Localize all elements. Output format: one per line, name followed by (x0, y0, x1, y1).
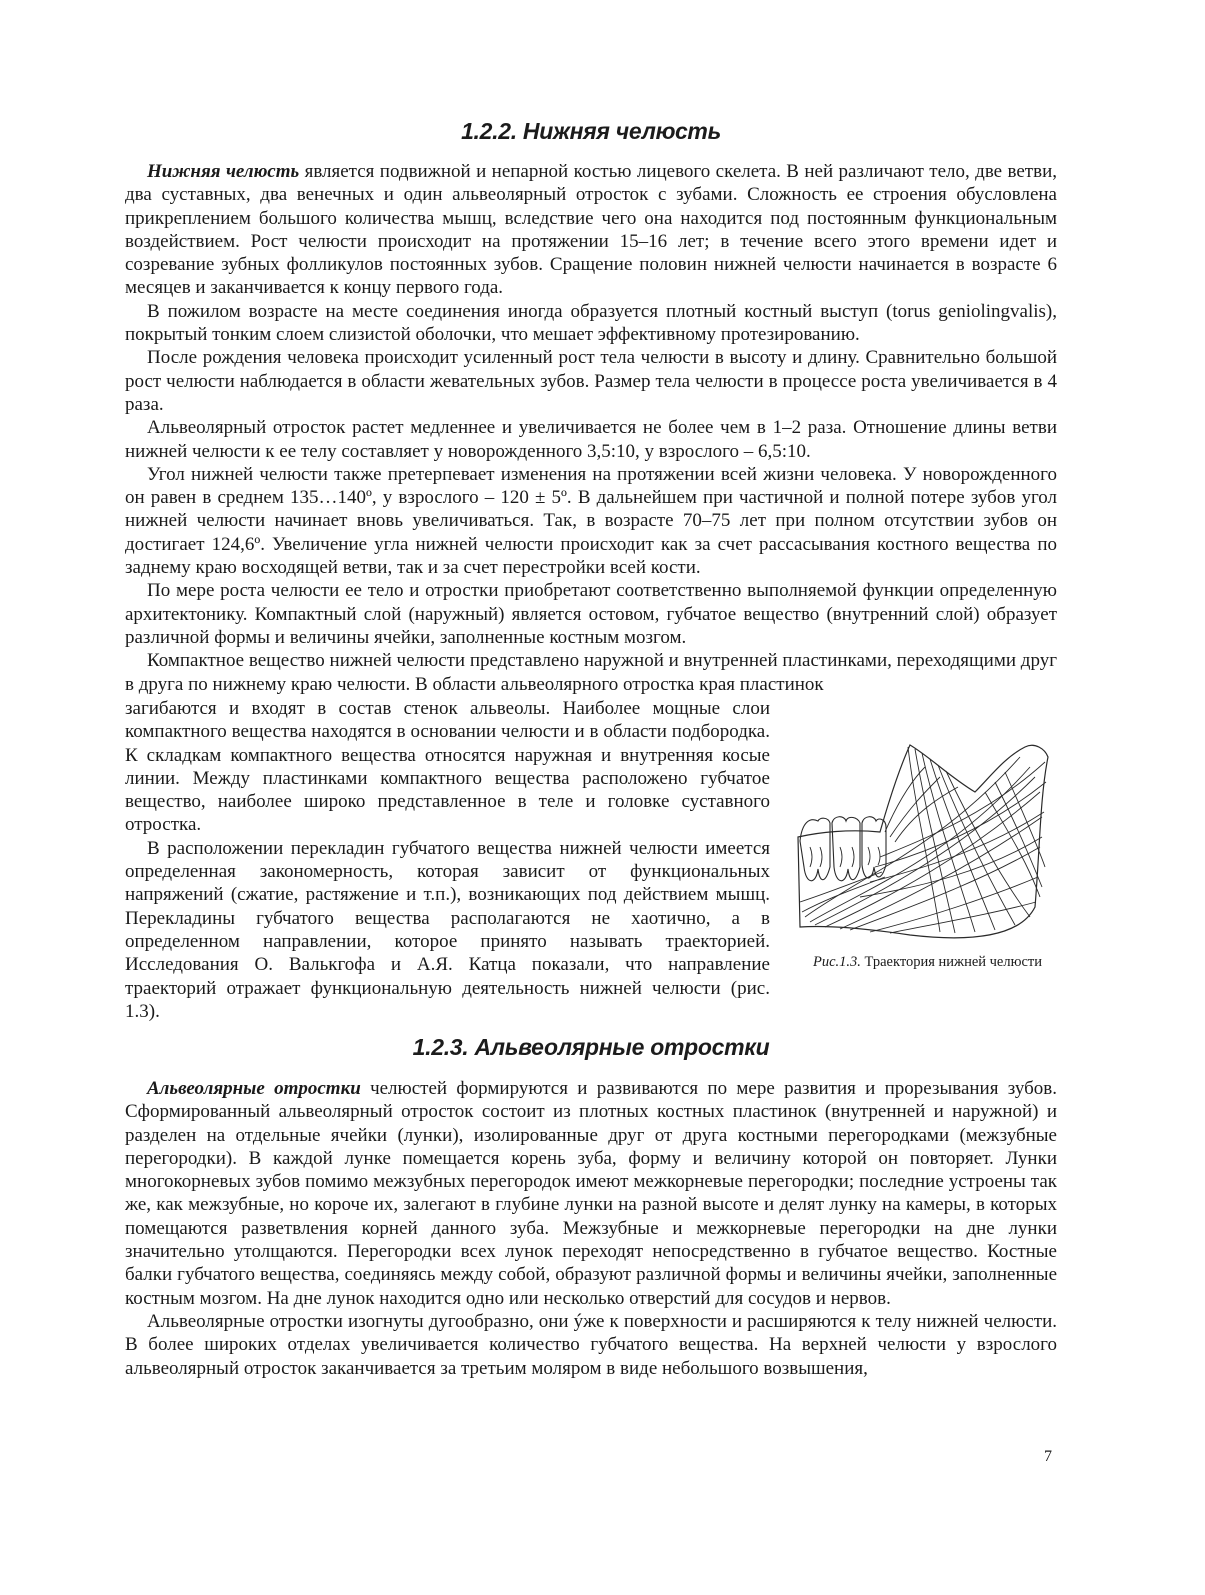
paragraph: Нижняя челюсть является подвижной и непарной костью лицевого скелета. В ней различают тело, две ветви, два суставных, два венечных и один альвеолярный отросток с зубами. Сложность ее строения обусловлена прикреплением большого количества мышц, вследствие чего она находится под постоянным функциональным воздействием. Рост челюсти происходит на протяжении 15–16 лет; в течение всего этого времени идет и созревание зубных фолликулов постоянных зубов. Сращение половин нижней челюсти начинается в возрасте 6 месяцев и заканчивается к концу первого года. (125, 161, 1057, 299)
section-body-alveolar (125, 1077, 1057, 1380)
paragraph: Компактное вещество нижней челюсти представлено наружной и внутренней пластинками, переходящими друг в друга по нижнему краю челюсти. В области альвеолярного отростка края пластинок (125, 650, 1057, 695)
paragraph: Альвеолярный отросток растет медленнее и увеличивается не более чем в 1–2 раза. Отношение длины ветви нижней челюсти к ее телу составляет у новорожденного 3,5:10, у взрослого – 6,5:10. (125, 417, 1057, 462)
lead-term: Нижняя челюсть (147, 161, 300, 182)
paragraph: В пожилом возрасте на месте соединения иногда образуется плотный костный выступ (torus geniolingvalis), покрытый тонким слоем слизистой оболочки, что мешает эффективному протезированию. (125, 300, 1057, 346)
paragraph: В расположении перекладин губчатого вещества нижней челюсти имеется определенная закономерность, которая зависит от функциональных напряжений (сжатие, растяжение и т.п.), возникающих под действием мышц. Перекладины губчатого вещества располагаются не хаотично, а в определенном направлении, которое принято называть траекторией. Исследования О. Валькгофа и А.Я. Катца показали, что направление траекторий отражает функциональную деятельность нижней челюсти (рис. 1.3). (125, 837, 770, 1022)
paragraph: После рождения человека происходит усиленный рост тела челюсти в высоту и длину. Сравнительно большой рост челюсти наблюдается в области жевательных зубов. Размер тела челюсти в процессе роста увеличивается в 4 раза. (125, 347, 1057, 415)
paragraph-continuation: загибаются и входят в состав стенок альвеолы. Наиболее мощные слои компактного вещества находятся в основании челюсти и в области подбородка. К складкам компактного вещества относятся наружная и внутренняя косые линии. Между пластинками компактного вещества расположено губчатое вещество, наиболее широко представленное в теле и головке суставного отростка. (125, 698, 770, 836)
section-title-mandible: 1.2.2. Нижняя челюсть (461, 118, 721, 144)
section-body-mandible-wrapped (125, 697, 770, 1023)
paragraph: Альвеолярные отростки челюстей формируются и развиваются по мере развития и прорезывания зубов. Сформированный альвеолярный отросток состоит из плотных костных пластинок (внутренней и наружной) и разделен на отдельные ячейки (лунки), изолированные друг от друга костными перегородками (межзубные перегородки). В каждой лунке помещается корень зуба, форму и величину которой он повторяет. Лунки многокорневых зубов помимо межзубных перегородок имеют межкорневые перегородки; последние устроены так же, как межзубные, но короче их, залегают в глубине лунки на разной высоте и делят лунку на камеры, в которых помещаются разветвления корней данного зуба. Межзубные и межкорневые перегородки на дне лунки значительно утолщаются. Перегородки всех лунок переходят непосредственно в губчатое вещество. Костные балки губчатого вещества, соединяясь между собой, образуют различной формы и величины ячейки, заполненные костным мозгом. На дне лунок находится одно или несколько отверстий для сосудов и нервов. (125, 1078, 1057, 1309)
section-title-alveolar: 1.2.3. Альвеолярные отростки (412, 1034, 770, 1060)
paragraph: По мере роста челюсти ее тело и отростки приобретают соответственно выполняемой функции определенную архитектонику. Компактный слой (наружный) является остовом, губчатое вещество (внутренний слой) образует различной формы и величины ячейки, заполненные костным мозгом. (125, 580, 1057, 648)
paragraph: Угол нижней челюсти также претерпевает изменения на протяжении всей жизни человека. У новорожденного он равен в среднем 135…140º, у взрослого – 120 ± 5º. В дальнейшем при частичной и полной потере зубов угол нижней челюсти начинает вновь увеличиваться. Так, в возрасте 70–75 лет при полном отсутствии зубов он достигает 124,6º. Увеличение угла нижней челюсти происходит как за счет рассасывания костного вещества по заднему краю восходящей ветви, так и за счет перестройки всей кости. (125, 463, 1057, 579)
paragraph: Альвеолярные отростки изогнуты дугообразно, они ýже к поверхности и расширяются к телу нижней челюсти. В более широких отделах увеличивается количество губчатого вещества. На верхней челюсти у взрослого альвеолярный отросток заканчивается за третьим моляром в виде небольшого возвышения, (125, 1310, 1057, 1379)
figure-caption-text: Траектория нижней челюсти (860, 954, 1042, 970)
figure-caption (790, 953, 1065, 972)
mandible-trajectory-illustration (790, 737, 1065, 947)
section-body-mandible (125, 160, 1057, 696)
lead-term: Альвеолярные отростки (147, 1078, 361, 1099)
figure-label: Рис.1.3. (813, 954, 861, 970)
figure-mandible-trajectory (790, 737, 1065, 972)
page-number: 7 (1044, 1448, 1052, 1465)
